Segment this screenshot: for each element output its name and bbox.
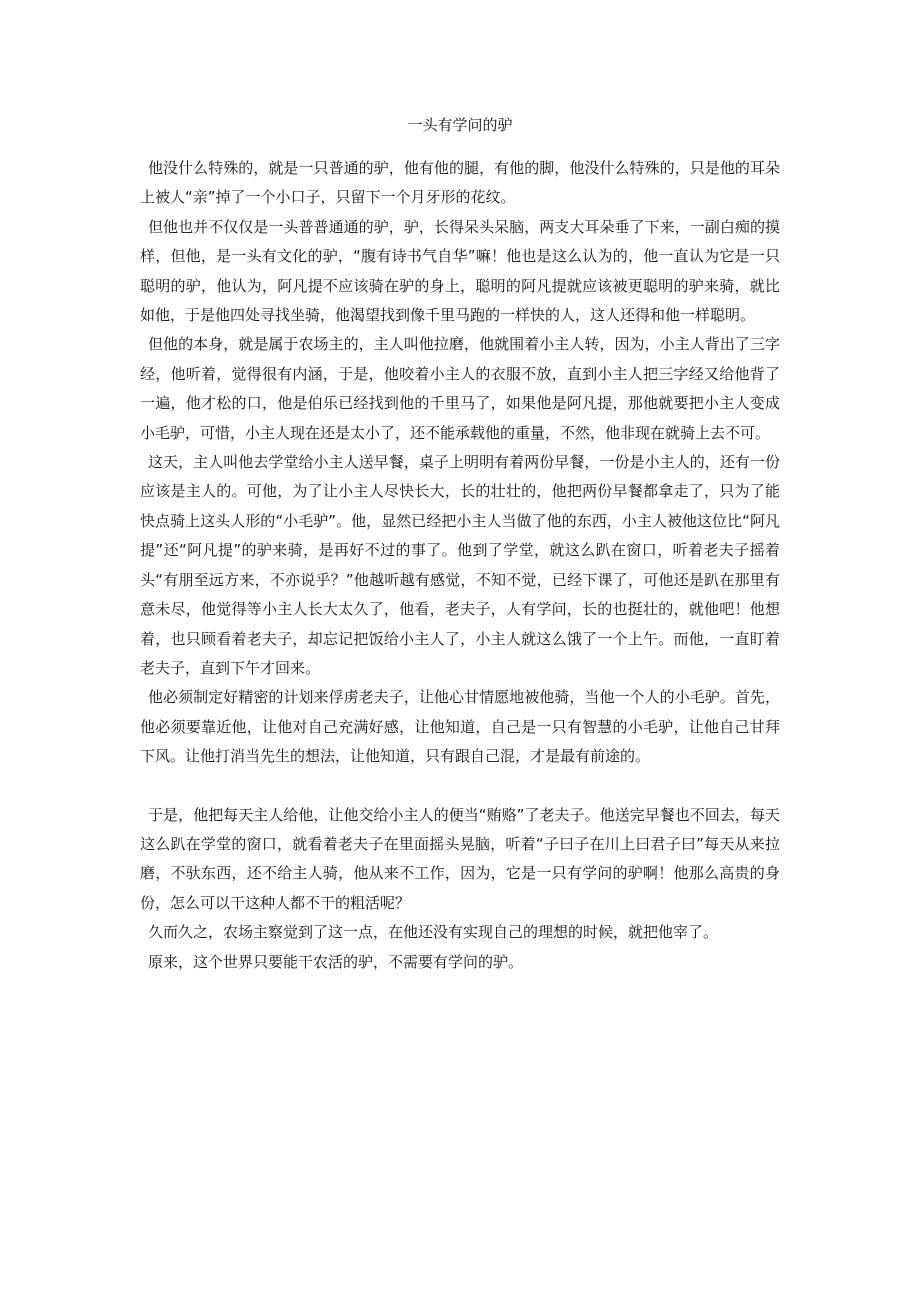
document-title: 一头有学问的驴	[407, 116, 513, 134]
paragraph-1: 他没什么特殊的，就是一只普通的驴，他有他的腿，有他的脚，他没什么特殊的，只是他的耳朵上被人“亲”掉了一个小口子，只留下一个月牙形的花纹。	[140, 159, 780, 207]
paragraph-4: 这天，主人叫他去学堂给小主人送早餐，桌子上明明有着两份早餐，一份是小主人的，还有一份应该是主人的。可他，为了让小主人尽快长大，长的壮壮的，他把两份早餐都拿走了，只为了能快点骑上这头人形的“小毛驴”。他，显然已经把小主人当做了他的东西，小主人被他这位比“阿凡提”还“阿凡提”的驴来骑，是再好不过的事了。他到了学堂，就这么趴在窗口，听着老夫子摇着头“有朋至远方来，不亦说乎？”他越听越有感觉，不知不觉，已经下课了，可他还是趴在那里有意未尽，他觉得等小主人长大太久了，他看，老夫子，人有学问，长的也挺壮的，就他吧！他想着，也只顾看着老夫子，却忘记把饭给小主人了，小主人就这么饿了一个上午。而他，一直盯着老夫子，直到下午才回来。	[140, 453, 780, 677]
paragraph-8: 原来，这个世界只要能干农活的驴，不需要有学问的驴。	[148, 952, 524, 971]
document-body	[140, 154, 780, 977]
paragraph-spacer	[140, 772, 780, 801]
paragraph-6: 于是，他把每天主人给他，让他交给小主人的便当“贿赂”了老夫子。他送完早餐也不回去，每天这么趴在学堂的窗口，就看着老夫子在里面摇头晃脑，听着“子曰子在川上曰君子曰”每天从来拉磨，不驮东西，还不给主人骑，他从来不工作，因为，它是一只有学问的驴啊！他那么高贵的身份，怎么可以干这种人都不干的粗活呢？	[140, 805, 780, 912]
paragraph-5: 他必须制定好精密的计划来俘虏老夫子，让他心甘情愿地被他骑，当他一个人的小毛驴。首先，他必须要靠近他，让他对自己充满好感，让他知道，自己是一只有智慧的小毛驴，让他自己甘拜下风。让他打消当先生的想法，让他知道，只有跟自己混，才是最有前途的。	[140, 688, 780, 766]
paragraph-2: 但他也并不仅仅是一头普普通通的驴，驴，长得呆头呆脑，两支大耳朵垂了下来，一副白痴的摸样，但他，是一头有文化的驴，“腹有诗书气自华”嘛！他也是这么认为的，他一直认为它是一只聪明的驴，他认为，阿凡提不应该骑在驴的身上，聪明的阿凡提就应该被更聪明的驴来骑，就比如他，于是他四处寻找坐骑，他渴望找到像千里马跑的一样快的人，这人还得和他一样聪明。	[140, 217, 780, 325]
paragraph-7: 久而久之，农场主察觉到了这一点，在他还没有实现自己的理想的时候，就把他宰了。	[148, 923, 719, 942]
paragraph-3: 但他的本身，就是属于农场主的，主人叫他拉磨，他就围着小主人转，因为，小主人背出了三字经，他听着，觉得很有内涵，于是，他咬着小主人的衣服不放，直到小主人把三字经又给他背了一遍，他才松的口，他是伯乐已经找到他的千里马了，如果他是阿凡提，那他就要把小主人变成小毛驴，可惜，小主人现在还是太小了，还不能承载他的重量，不然，他非现在就骑上去不可。	[140, 335, 780, 442]
